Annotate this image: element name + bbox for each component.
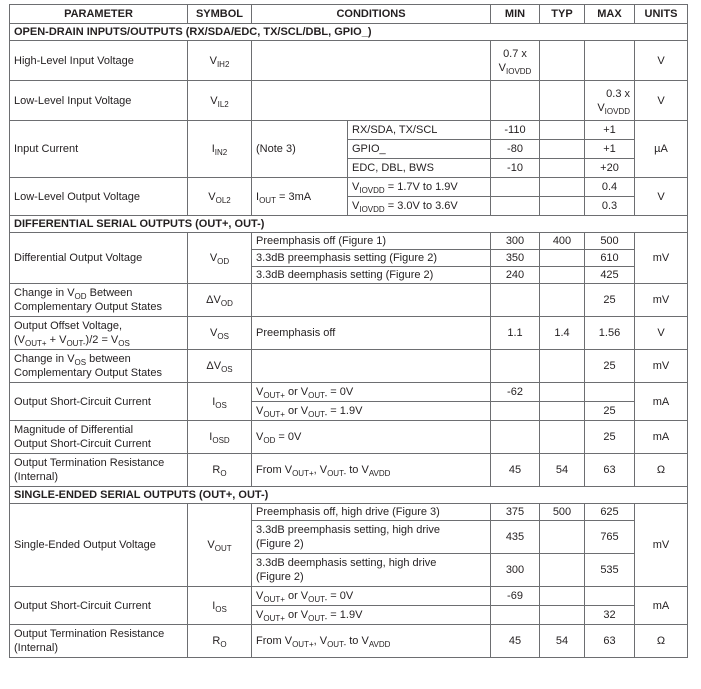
units-cell: Ω: [635, 454, 688, 487]
condition-cell: EDC, DBL, BWS: [348, 159, 491, 178]
symbol-cell: $V_{OL2}$: [188, 178, 252, 216]
typ-cell: 54: [540, 625, 585, 658]
condition-cell: $V_{OUT+}$ or $V_{OUT-} = 1.9V$: [252, 606, 491, 625]
electrical-characteristics-table: [9, 4, 688, 658]
table-header-row: [10, 5, 688, 24]
units-cell: V: [635, 81, 688, 121]
max-cell: +1: [585, 140, 635, 159]
param-cell: Output Termination Resistance (Internal): [10, 454, 188, 487]
note-cell: $I_{OUT} = 3mA$: [252, 178, 348, 216]
max-cell: 0.3 x $V_{IOVDD}$: [585, 81, 635, 121]
max-cell: 25: [585, 402, 635, 421]
typ-cell: [540, 41, 585, 81]
conditions-cell: [252, 41, 491, 81]
units-cell: mV: [635, 233, 688, 284]
conditions-cell: [252, 284, 491, 317]
param-cell: Output Short-Circuit Current: [10, 383, 188, 421]
min-cell: [491, 421, 540, 454]
condition-cell: Preemphasis off: [252, 317, 491, 350]
typ-cell: [540, 159, 585, 178]
section-title: SINGLE-ENDED SERIAL OUTPUTS (OUT+, OUT-): [10, 487, 688, 504]
min-cell: -69: [491, 587, 540, 606]
max-cell: 25: [585, 350, 635, 383]
symbol-cell: $R_O$: [188, 454, 252, 487]
symbol-cell: $R_O$: [188, 625, 252, 658]
condition-cell: $V_{OUT+}$ or $V_{OUT-} = 0V$: [252, 383, 491, 402]
table-row: [10, 178, 688, 197]
table-row: [10, 41, 688, 81]
max-cell: 63: [585, 625, 635, 658]
condition-cell: GPIO_: [348, 140, 491, 159]
typ-cell: [540, 421, 585, 454]
table-row: [10, 121, 688, 140]
typ-cell: [540, 197, 585, 216]
header-typ: TYP: [540, 5, 585, 24]
min-cell: 0.7 x $V_{IOVDD}$: [491, 41, 540, 81]
condition-cell: RX/SDA, TX/SCL: [348, 121, 491, 140]
param-cell: Magnitude of Differential Output Short-Circuit Current: [10, 421, 188, 454]
table-row: [10, 504, 688, 521]
param-cell: Single-Ended Output Voltage: [10, 504, 188, 587]
symbol-cell: $I_{OS}$: [188, 587, 252, 625]
section-row: [10, 216, 688, 233]
min-cell: 1.1: [491, 317, 540, 350]
max-cell: [585, 587, 635, 606]
table-row: [10, 421, 688, 454]
min-cell: [491, 350, 540, 383]
param-cell: High-Level Input Voltage: [10, 41, 188, 81]
min-cell: [491, 178, 540, 197]
param-cell: Output Offset Voltage, $(V_{OUT+} + V_{OUT-})/2 = V_{OS}$: [10, 317, 188, 350]
table-row: [10, 233, 688, 250]
condition-cell: $V_{OUT+}$ or $V_{OUT-} = 0V$: [252, 587, 491, 606]
typ-cell: [540, 140, 585, 159]
param-cell: Change in $V_{OS}$ between Complementary Output States: [10, 350, 188, 383]
typ-cell: [540, 284, 585, 317]
max-cell: 765: [585, 521, 635, 554]
condition-cell: $V_{OD} = 0V$: [252, 421, 491, 454]
units-cell: mV: [635, 350, 688, 383]
note-cell: (Note 3): [252, 121, 348, 178]
min-cell: -110: [491, 121, 540, 140]
symbol-cell: $I_{IN2}$: [188, 121, 252, 178]
units-cell: mA: [635, 383, 688, 421]
min-cell: [491, 197, 540, 216]
units-cell: mA: [635, 587, 688, 625]
min-cell: 300: [491, 233, 540, 250]
typ-cell: [540, 81, 585, 121]
max-cell: 535: [585, 554, 635, 587]
table-row: [10, 454, 688, 487]
typ-cell: [540, 267, 585, 284]
max-cell: [585, 383, 635, 402]
condition-cell: From $V_{OUT+}$, $V_{OUT-}$ to $V_{AVDD}$: [252, 625, 491, 658]
param-cell: Differential Output Voltage: [10, 233, 188, 284]
max-cell: [585, 41, 635, 81]
section-row: [10, 487, 688, 504]
units-cell: µA: [635, 121, 688, 178]
units-cell: Ω: [635, 625, 688, 658]
symbol-cell: $\Delta V_{OD}$: [188, 284, 252, 317]
max-cell: 0.4: [585, 178, 635, 197]
min-cell: 300: [491, 554, 540, 587]
typ-cell: [540, 587, 585, 606]
typ-cell: [540, 402, 585, 421]
header-parameter: PARAMETER: [10, 5, 188, 24]
min-cell: -10: [491, 159, 540, 178]
max-cell: 625: [585, 504, 635, 521]
max-cell: 500: [585, 233, 635, 250]
table-row: [10, 284, 688, 317]
max-cell: 63: [585, 454, 635, 487]
header-conditions: CONDITIONS: [252, 5, 491, 24]
condition-cell: Preemphasis off (Figure 1): [252, 233, 491, 250]
conditions-cell: [252, 81, 491, 121]
header-max: MAX: [585, 5, 635, 24]
condition-cell: 3.3dB preemphasis setting, high drive (Figure 2): [252, 521, 491, 554]
max-cell: 610: [585, 250, 635, 267]
typ-cell: [540, 554, 585, 587]
symbol-cell: $I_{OS}$: [188, 383, 252, 421]
max-cell: 25: [585, 421, 635, 454]
min-cell: 375: [491, 504, 540, 521]
param-cell: Output Short-Circuit Current: [10, 587, 188, 625]
table-row: [10, 625, 688, 658]
min-cell: 350: [491, 250, 540, 267]
condition-cell: 3.3dB deemphasis setting (Figure 2): [252, 267, 491, 284]
typ-cell: 54: [540, 454, 585, 487]
max-cell: 25: [585, 284, 635, 317]
min-cell: 45: [491, 454, 540, 487]
table-row: [10, 317, 688, 350]
symbol-cell: $V_{OD}$: [188, 233, 252, 284]
typ-cell: 500: [540, 504, 585, 521]
units-cell: mA: [635, 421, 688, 454]
min-cell: 45: [491, 625, 540, 658]
condition-cell: 3.3dB deemphasis setting, high drive (Figure 2): [252, 554, 491, 587]
typ-cell: 1.4: [540, 317, 585, 350]
condition-cell: $V_{IOVDD} = 3.0V$ to 3.6V: [348, 197, 491, 216]
units-cell: V: [635, 178, 688, 216]
typ-cell: [540, 521, 585, 554]
header-units: UNITS: [635, 5, 688, 24]
table-row: [10, 350, 688, 383]
section-title: OPEN-DRAIN INPUTS/OUTPUTS (RX/SDA/EDC, TX/SCL/DBL, GPIO_): [10, 24, 688, 41]
max-cell: 1.56: [585, 317, 635, 350]
min-cell: 435: [491, 521, 540, 554]
min-cell: -62: [491, 383, 540, 402]
min-cell: -80: [491, 140, 540, 159]
max-cell: +1: [585, 121, 635, 140]
section-title: DIFFERENTIAL SERIAL OUTPUTS (OUT+, OUT-): [10, 216, 688, 233]
min-cell: [491, 402, 540, 421]
typ-cell: [540, 383, 585, 402]
param-cell: Output Termination Resistance (Internal): [10, 625, 188, 658]
max-cell: +20: [585, 159, 635, 178]
conditions-cell: [252, 350, 491, 383]
units-cell: mV: [635, 284, 688, 317]
max-cell: 0.3: [585, 197, 635, 216]
typ-cell: [540, 250, 585, 267]
min-cell: [491, 284, 540, 317]
condition-cell: From $V_{OUT+}$, $V_{OUT-}$ to $V_{AVDD}$: [252, 454, 491, 487]
table-row: [10, 81, 688, 121]
condition-cell: 3.3dB preemphasis setting (Figure 2): [252, 250, 491, 267]
symbol-cell: $V_{OUT}$: [188, 504, 252, 587]
header-symbol: SYMBOL: [188, 5, 252, 24]
typ-cell: [540, 121, 585, 140]
symbol-cell: $\Delta V_{OS}$: [188, 350, 252, 383]
header-min: MIN: [491, 5, 540, 24]
param-cell: Input Current: [10, 121, 188, 178]
min-cell: [491, 81, 540, 121]
condition-cell: Preemphasis off, high drive (Figure 3): [252, 504, 491, 521]
symbol-cell: $V_{OS}$: [188, 317, 252, 350]
param-cell: Low-Level Input Voltage: [10, 81, 188, 121]
units-cell: V: [635, 41, 688, 81]
typ-cell: [540, 178, 585, 197]
units-cell: mV: [635, 504, 688, 587]
typ-cell: 400: [540, 233, 585, 250]
typ-cell: [540, 606, 585, 625]
symbol-cell: $I_{OSD}$: [188, 421, 252, 454]
min-cell: [491, 606, 540, 625]
table-row: [10, 383, 688, 402]
condition-cell: $V_{IOVDD} = 1.7V$ to 1.9V: [348, 178, 491, 197]
max-cell: 425: [585, 267, 635, 284]
param-cell: Change in $V_{OD}$ Between Complementary Output States: [10, 284, 188, 317]
units-cell: V: [635, 317, 688, 350]
param-cell: Low-Level Output Voltage: [10, 178, 188, 216]
table-row: [10, 587, 688, 606]
typ-cell: [540, 350, 585, 383]
max-cell: 32: [585, 606, 635, 625]
min-cell: 240: [491, 267, 540, 284]
condition-cell: $V_{OUT+}$ or $V_{OUT-} = 1.9V$: [252, 402, 491, 421]
symbol-cell: $V_{IH2}$: [188, 41, 252, 81]
section-row: [10, 24, 688, 41]
symbol-cell: $V_{IL2}$: [188, 81, 252, 121]
